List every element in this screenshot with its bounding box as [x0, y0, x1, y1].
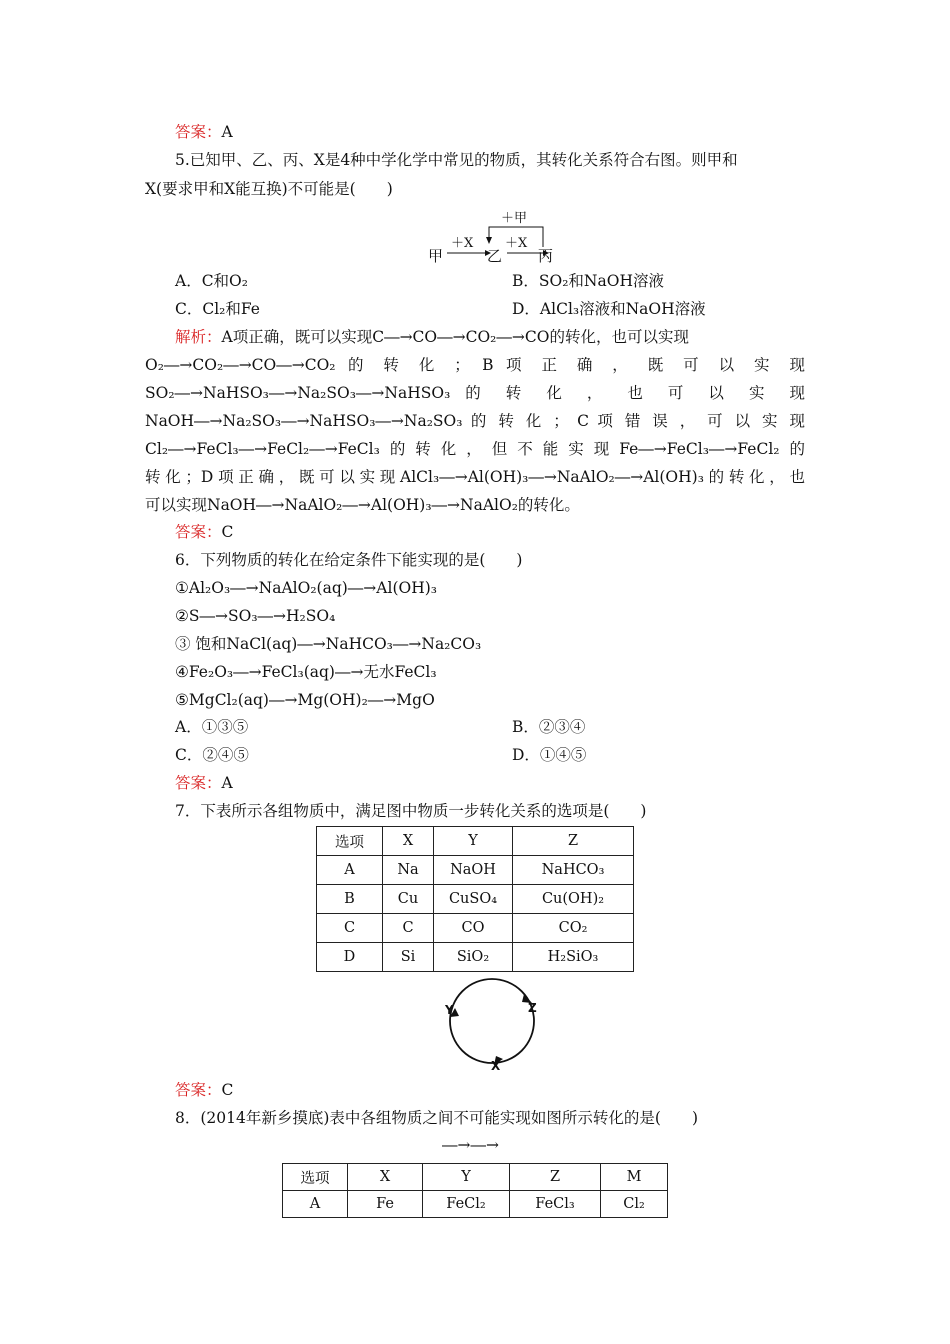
answer-value: A [221, 774, 233, 792]
answer-label: 答案： [175, 1081, 222, 1099]
table-row [317, 856, 634, 885]
answer-value: A [221, 123, 233, 141]
q5-jia-label: 甲 [428, 247, 444, 265]
header-cell: Z [510, 1164, 601, 1191]
q4-answer [175, 122, 233, 142]
answer-value: C [221, 1081, 234, 1099]
table-cell: C [383, 914, 434, 943]
table-cell: FeCl₃ [510, 1191, 601, 1218]
table-row [317, 914, 634, 943]
q5-stem-line-2: X(要求甲和X能互换)不可能是( ) [145, 180, 393, 198]
table-cell: Cu(OH)₂ [513, 885, 634, 914]
q6-option-d: D．①④⑤ [512, 746, 587, 764]
q5-plus-x-left: ＋X [451, 236, 474, 251]
q5-analysis-line-6: 转化；D项正确，既可以实现AlCl₃―→Al(OH)₃―→NaAlO₂―→Al(OH)₃的转化，也 [145, 468, 805, 486]
q6-answer [175, 773, 233, 793]
table-row [317, 885, 634, 914]
table-cell: FeCl₂ [423, 1191, 510, 1218]
q5-option-c: C．Cl₂和Fe [175, 300, 260, 318]
q5-option-d: D．AlCl₃溶液和NaOH溶液 [512, 300, 706, 318]
q6-option-b: B．②③④ [512, 718, 586, 736]
table-cell: CO [434, 914, 513, 943]
table-header-row [283, 1164, 668, 1191]
table-cell: Cl₂ [601, 1191, 668, 1218]
q6-item-3: ③ 饱和NaCl(aq)―→NaHCO₃―→Na₂CO₃ [175, 635, 482, 653]
answer-label: 答案： [175, 523, 222, 541]
answer-label: 答案： [175, 123, 222, 141]
q5-diagram [425, 203, 565, 263]
table-cell: NaHCO₃ [513, 856, 634, 885]
table-header-row [317, 827, 634, 856]
q7-cycle-x: X [491, 1059, 501, 1073]
header-cell: X [348, 1164, 423, 1191]
q5-plus-jia: ＋甲 [501, 211, 528, 226]
table-cell: Fe [348, 1191, 423, 1218]
header-cell: X [383, 827, 434, 856]
q6-item-2: ②S―→SO₃―→H₂SO₄ [175, 607, 336, 625]
table-cell: Si [383, 943, 434, 972]
q5-analysis-line-2: O₂―→CO₂―→CO―→CO₂ 的 转 化 ； B 项 正 确 ， 既 可 以 实 现 [145, 356, 805, 374]
q6-item-1: ①Al₂O₃―→NaAlO₂(aq)―→Al(OH)₃ [175, 579, 437, 597]
header-cell: 选项 [283, 1164, 348, 1191]
table-cell: B [317, 885, 383, 914]
q5-stem-line-1: 5.已知甲、乙、丙、X是4种中学化学中常见的物质，其转化关系符合右图。则甲和 [175, 151, 738, 169]
q5-analysis-line-4: NaOH―→Na₂SO₃―→NaHSO₃―→Na₂SO₃ 的 转 化 ； C 项 错 误 ， 可 以 实 现 [145, 412, 805, 430]
q5-yi-label: 乙 [487, 247, 503, 265]
q6-option-a: A．①③⑤ [175, 718, 249, 736]
table-cell: Cu [383, 885, 434, 914]
table-cell: SiO₂ [434, 943, 513, 972]
q5-option-a: A．C和O₂ [175, 272, 248, 290]
q5-bing-label: 丙 [538, 247, 554, 265]
table-cell: Na [383, 856, 434, 885]
header-cell: Y [423, 1164, 510, 1191]
q5-plus-x-right: ＋X [505, 236, 528, 251]
table-cell: A [283, 1191, 348, 1218]
q7-table [316, 826, 634, 972]
q8-table [282, 1163, 668, 1218]
header-cell: M [601, 1164, 668, 1191]
q7-stem: 7．下表所示各组物质中，满足图中物质一步转化关系的选项是( ) [175, 802, 647, 820]
analysis-label: 解析： [175, 328, 222, 346]
header-cell: Z [513, 827, 634, 856]
q8-arrow-diagram: ―→―→ [442, 1136, 499, 1154]
q5-analysis-line-3: SO₂―→NaHSO₃―→Na₂SO₃―→NaHSO₃ 的 转 化 ， 也 可 以 实 现 [145, 384, 805, 402]
q7-cycle-diagram [436, 976, 546, 1076]
table-cell: A [317, 856, 383, 885]
header-cell: 选项 [317, 827, 383, 856]
table-row [283, 1191, 668, 1218]
table-cell: D [317, 943, 383, 972]
q6-option-c: C．②④⑤ [175, 746, 249, 764]
analysis-text: A项正确，既可以实现C―→CO―→CO₂―→CO的转化，也可以实现 [221, 328, 689, 346]
q7-cycle-z: Z [528, 1001, 537, 1015]
q7-answer [175, 1080, 233, 1100]
q5-analysis-line-7: 可以实现NaOH―→NaAlO₂―→Al(OH)₃―→NaAlO₂的转化。 [145, 496, 580, 514]
q7-cycle-y: Y [445, 1003, 454, 1017]
q5-analysis-line-5: Cl₂―→FeCl₃―→FeCl₂―→FeCl₃的转化，但不能实现Fe―→FeCl₃―→FeCl₂的 [145, 440, 805, 458]
q6-stem: 6．下列物质的转化在给定条件下能实现的是( ) [175, 551, 523, 569]
header-cell: Y [434, 827, 513, 856]
table-cell: NaOH [434, 856, 513, 885]
table-cell: H₂SiO₃ [513, 943, 634, 972]
q5-option-b: B．SO₂和NaOH溶液 [512, 272, 664, 290]
answer-value: C [221, 523, 234, 541]
table-cell: CuSO₄ [434, 885, 513, 914]
q5-answer [175, 522, 233, 542]
answer-label: 答案： [175, 774, 222, 792]
table-cell: C [317, 914, 383, 943]
table-cell: CO₂ [513, 914, 634, 943]
q6-item-4: ④Fe₂O₃―→FeCl₃(aq)―→无水FeCl₃ [175, 663, 437, 681]
q8-stem: 8．(2014年新乡摸底)表中各组物质之间不可能实现如图所示转化的是( ) [175, 1109, 698, 1127]
q6-item-5: ⑤MgCl₂(aq)―→Mg(OH)₂―→MgO [175, 691, 435, 709]
q5-analysis-line-1 [175, 327, 805, 347]
table-row [317, 943, 634, 972]
